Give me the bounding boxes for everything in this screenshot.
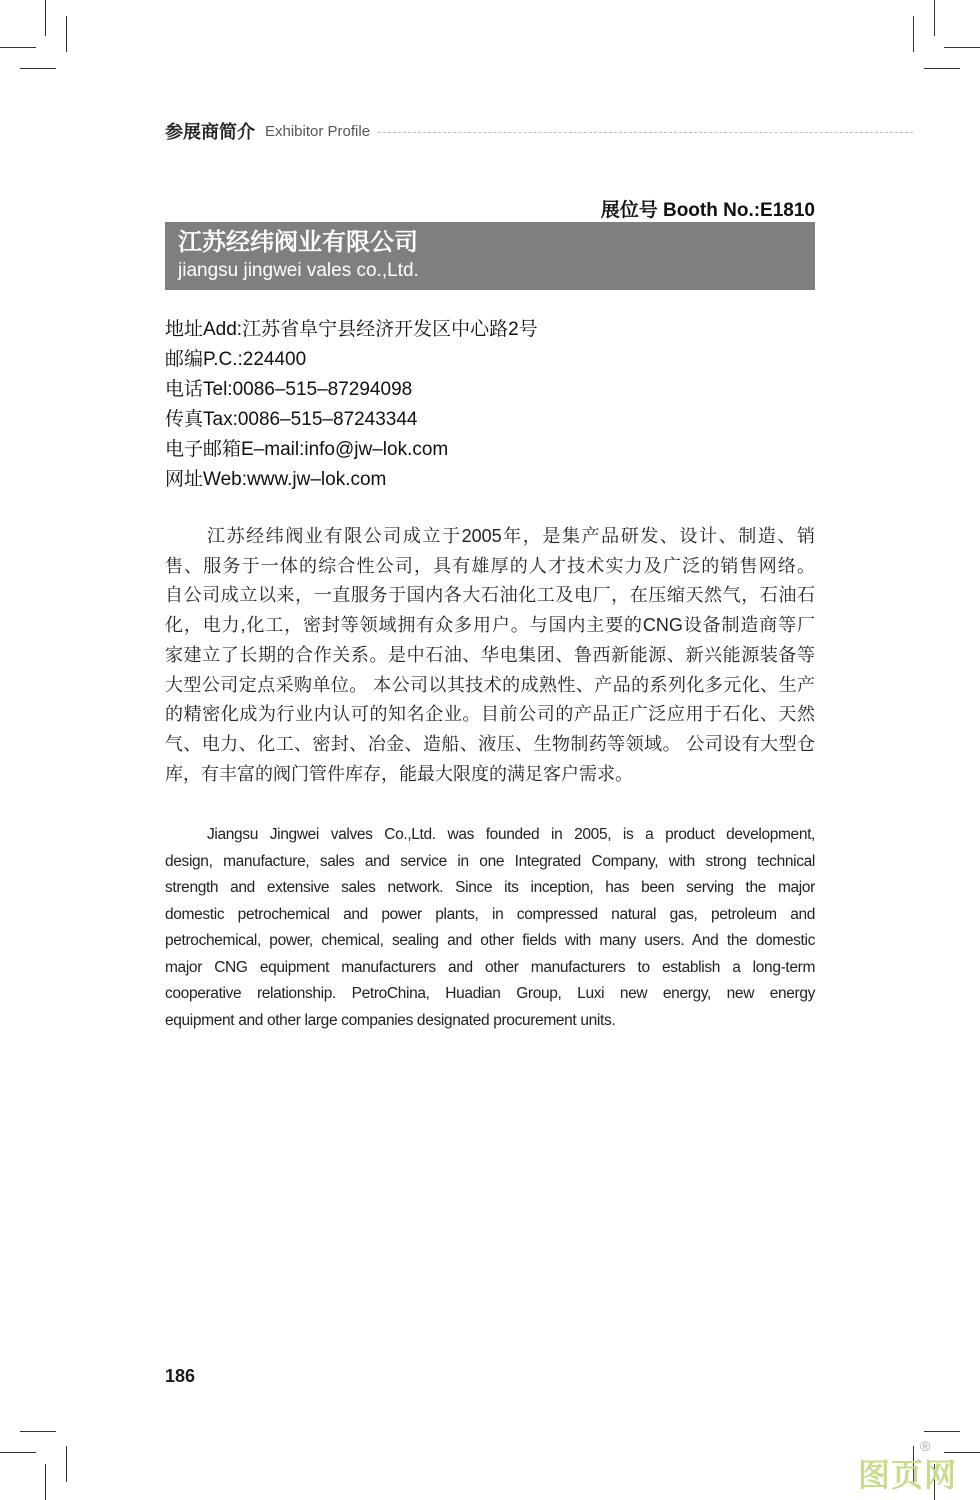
text-line: 气、电力、化工、密封、冶金、造船、液压、生物制药等领域。 公司设有大型仓 bbox=[165, 733, 815, 754]
section-header bbox=[165, 118, 913, 144]
text-line: 库，有丰富的阀门管件库存，能最大限度的满足客户需求。 bbox=[165, 763, 633, 784]
text-line: 自公司成立以来，一直服务于国内各大石油化工及电厂，在压缩天然气，石油石 bbox=[165, 585, 815, 606]
crop-mark bbox=[0, 47, 36, 48]
description-cn bbox=[165, 522, 815, 789]
crop-mark bbox=[913, 16, 914, 52]
crop-mark bbox=[20, 68, 56, 69]
company-title-box bbox=[165, 222, 815, 290]
crop-mark bbox=[20, 1431, 56, 1432]
text-line: cooperative relationship. PetroChina, Huadian Group, Luxi new energy, new energy bbox=[165, 985, 815, 1002]
booth-number: 展位号 Booth No.:E1810 bbox=[600, 200, 815, 221]
text-line: 大型公司定点采购单位。 本公司以其技术的成熟性、产品的系列化多元化、生产 bbox=[165, 674, 815, 695]
company-name-en: jiangsu jingwei vales co.,Ltd. bbox=[178, 260, 419, 281]
company-name-cn: 江苏经纬阀业有限公司 bbox=[178, 229, 418, 256]
crop-mark bbox=[66, 1446, 67, 1482]
text-line: petrochemical, power, chemical, sealing and other fields with many users. And the domestic bbox=[165, 932, 815, 949]
page-number: 186 bbox=[165, 1366, 196, 1386]
crop-mark bbox=[66, 16, 67, 52]
text-line: domestic petrochemical and power plants, in compressed natural gas, petroleum and bbox=[165, 905, 815, 923]
text-line: major CNG equipment manufacturers and other manufacturers to establish a long-term bbox=[165, 958, 815, 976]
crop-mark bbox=[924, 1431, 960, 1432]
crop-mark bbox=[924, 68, 960, 69]
text-line: strength and extensive sales network. Since its inception, has been serving the major bbox=[165, 879, 815, 896]
text-line: 的精密化成为行业内认可的知名企业。目前公司的产品正广泛应用于石化、天然 bbox=[165, 704, 815, 725]
registered-mark: ® bbox=[920, 1438, 932, 1454]
email: 电子邮箱E–mail:info@jw–lok.com bbox=[165, 439, 449, 460]
crop-mark bbox=[934, 0, 935, 36]
description-en bbox=[165, 822, 815, 1034]
telephone: 电话Tel:0086–515–87294098 bbox=[165, 379, 413, 400]
text-line: equipment and other large companies designated procurement units. bbox=[165, 1011, 616, 1029]
text-line: 化，电力,化工，密封等领域拥有众多用户。与国内主要的CNG设备制造商等厂 bbox=[165, 615, 815, 636]
crop-mark bbox=[45, 1464, 46, 1500]
section-title-en: Exhibitor Profile bbox=[265, 122, 371, 140]
watermark-logo bbox=[858, 1438, 958, 1496]
address: 地址Add:江苏省阜宁县经济开发区中心路2号 bbox=[165, 319, 538, 340]
crop-mark bbox=[0, 1452, 36, 1453]
watermark-text: 图页网 bbox=[858, 1457, 958, 1493]
text-line: Jiangsu Jingwei valves Co.,Ltd. was founded in 2005, is a product development, bbox=[207, 826, 815, 843]
fax: 传真Tax:0086–515–87243344 bbox=[165, 409, 418, 430]
postcode: 邮编P.C.:224400 bbox=[165, 349, 307, 370]
text-line: 家建立了长期的合作关系。是中石油、华电集团、鲁西新能源、新兴能源装备等 bbox=[165, 644, 815, 665]
text-line: 江苏经纬阀业有限公司成立于2005年，是集产品研发、设计、制造、销 bbox=[207, 526, 815, 546]
contact-info bbox=[165, 315, 538, 495]
section-title-cn: 参展商简介 bbox=[165, 122, 255, 142]
website: 网址Web:www.jw–lok.com bbox=[165, 469, 387, 490]
crop-mark bbox=[45, 0, 46, 36]
dashed-divider bbox=[378, 132, 913, 133]
text-line: design, manufacture, sales and service in one Integrated Company, with strong technical bbox=[165, 852, 815, 870]
text-line: 售、服务于一体的综合性公司，具有雄厚的人才技术实力及广泛的销售网络。 bbox=[165, 555, 815, 576]
crop-mark bbox=[944, 47, 980, 48]
